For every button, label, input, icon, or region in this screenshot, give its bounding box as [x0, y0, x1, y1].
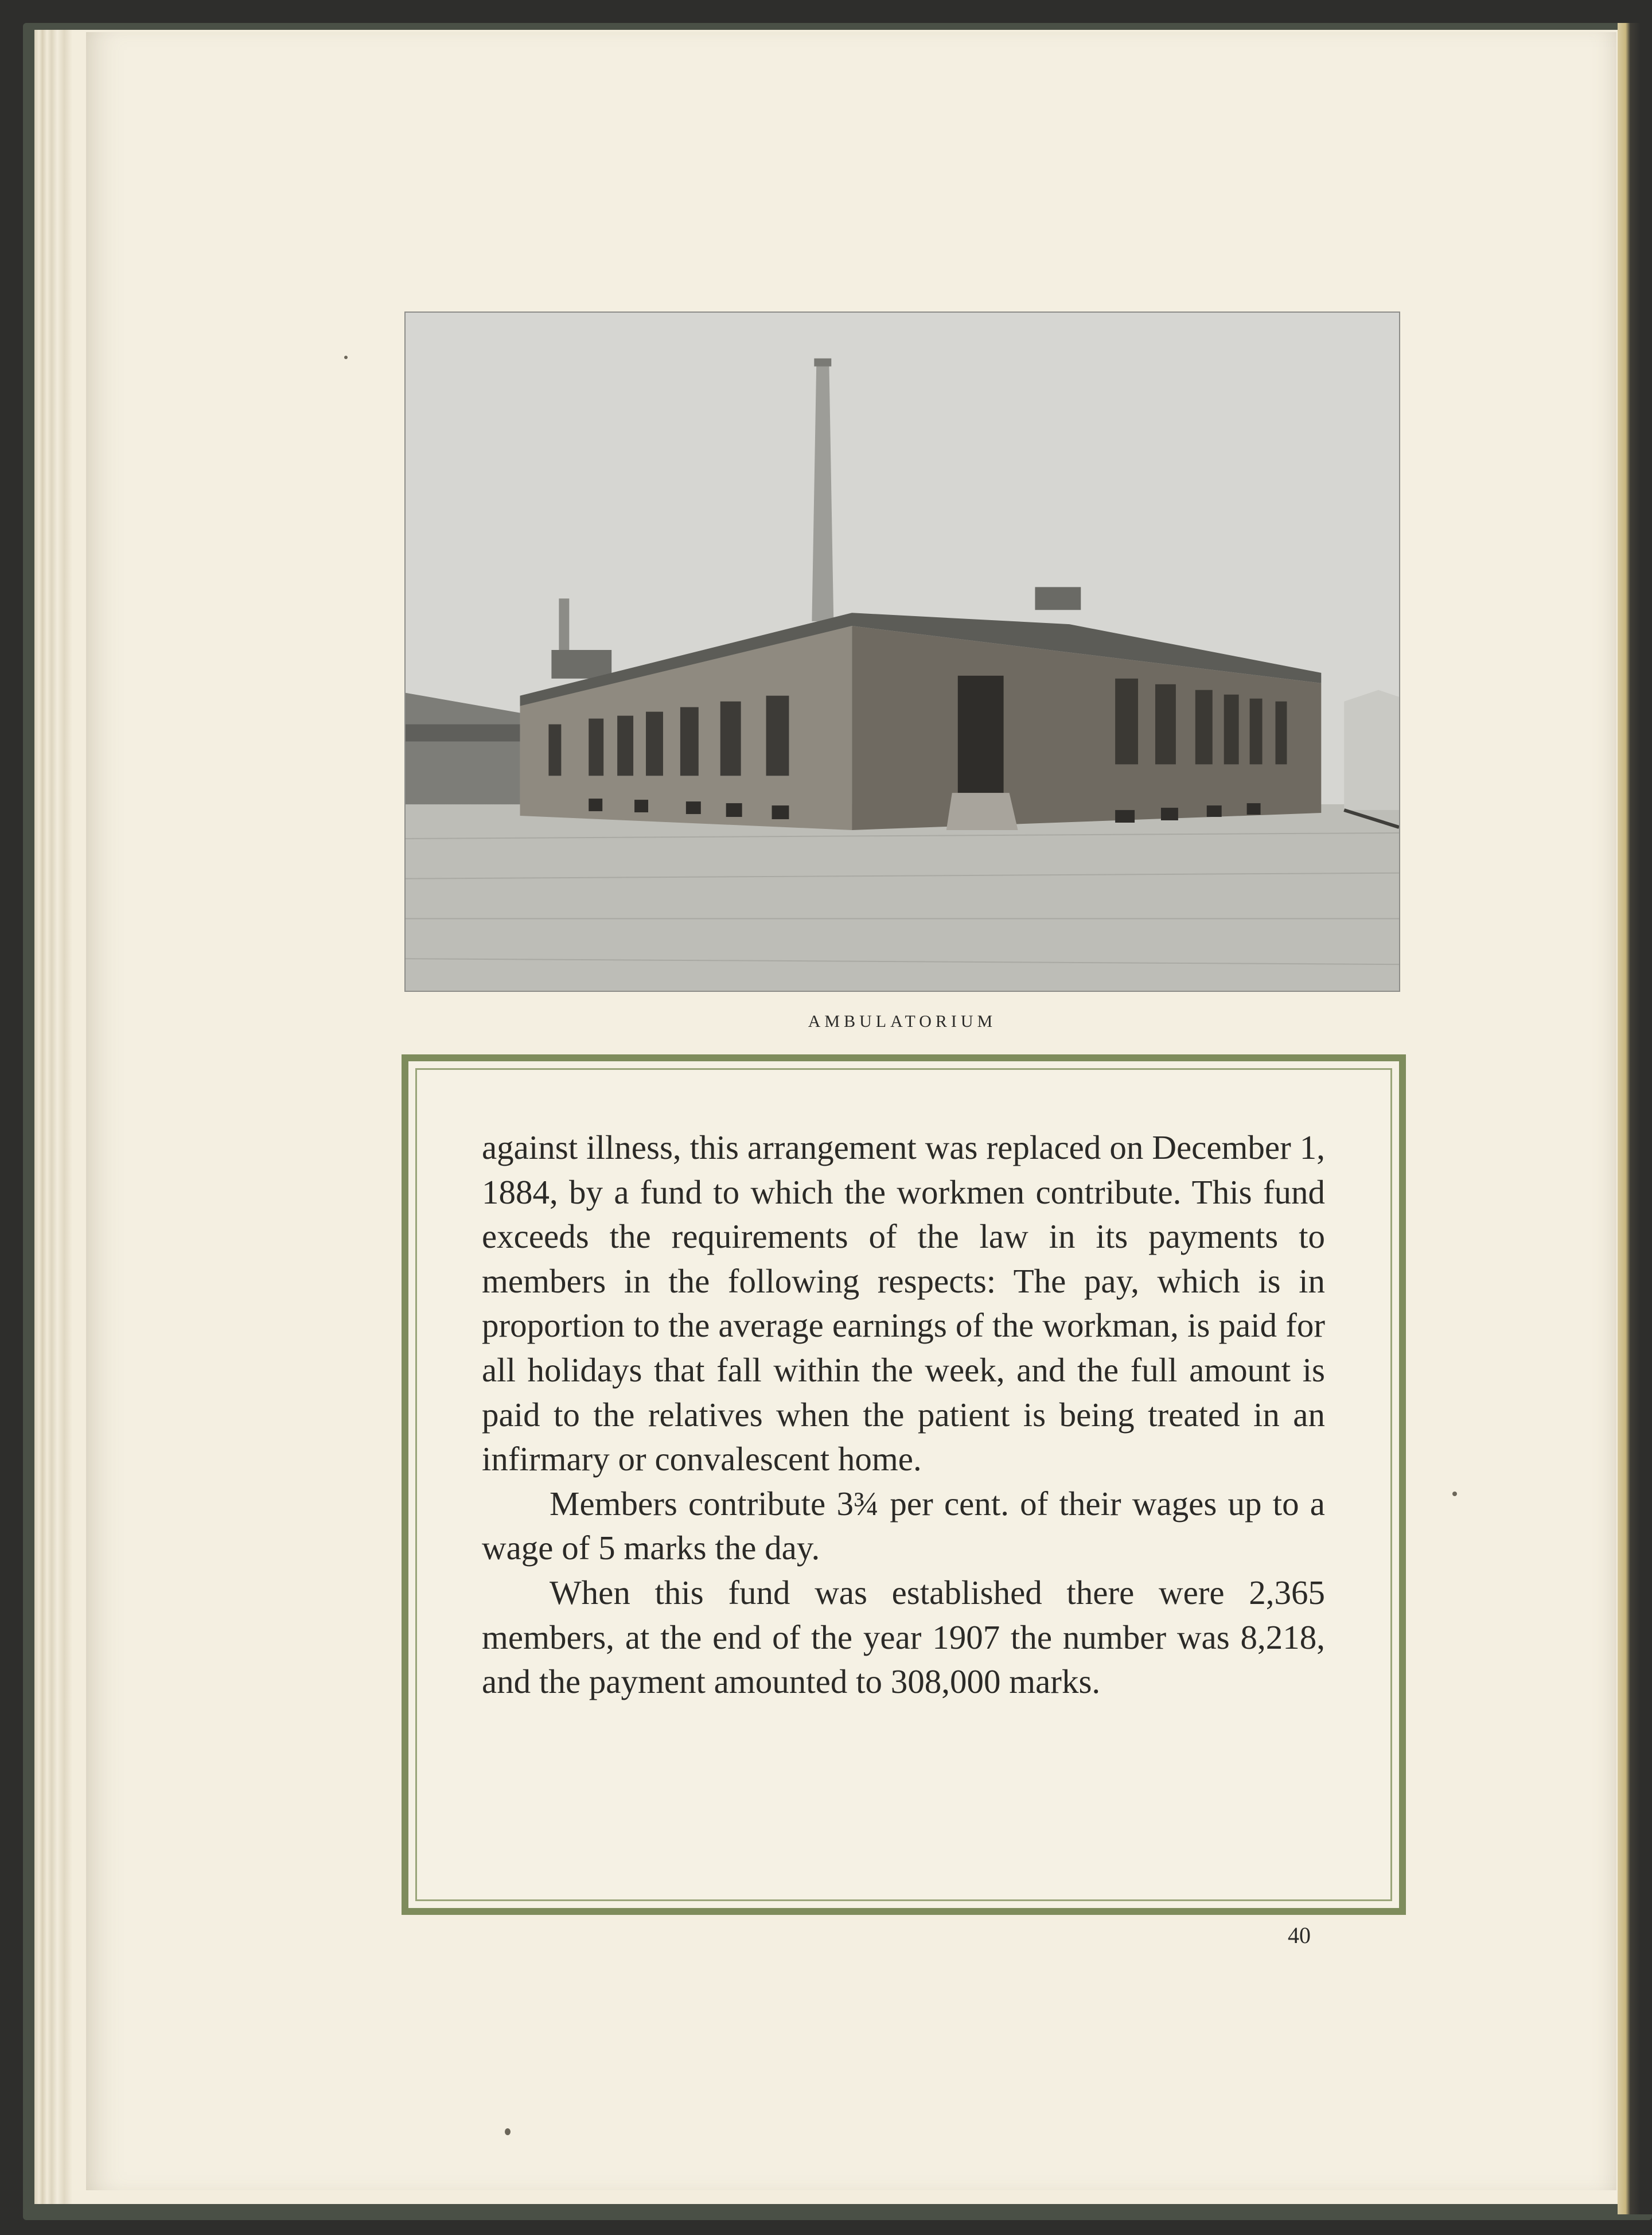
- ambulatorium-photo: [404, 312, 1400, 992]
- paragraph-1: against illness, this arrangement was replaced on December 1, 1884, by a fund to which the workmen contribute. This fund exceeds the requirements of the law in its payments to members in the following respects: The pay, which is in proportion to the average earnings of the workman, is paid for all holidays that fall within the week, and the full amount is paid to the relatives when the patient is being treated in an infirmary or convalescent home.: [482, 1128, 1325, 1478]
- paper-speck: [1452, 1492, 1457, 1496]
- book-right-edge: [1618, 23, 1652, 2214]
- paragraph-3: When this fund was established there were 2,365 members, at the end of the year 1907 the number was 8,218, and the payment amounted to 308,000 marks.: [482, 1573, 1325, 1701]
- paragraph-2: Members contribute 3¾ per cent. of their wages up to a wage of 5 marks the day.: [482, 1484, 1325, 1567]
- paper-speck: [344, 356, 348, 359]
- paper-speck: [505, 2128, 511, 2135]
- building-illustration: [406, 313, 1399, 991]
- body-text: [482, 1126, 1325, 1704]
- photo-caption: AMBULATORIUM: [808, 1012, 997, 1031]
- page-number: 40: [1288, 1922, 1311, 1948]
